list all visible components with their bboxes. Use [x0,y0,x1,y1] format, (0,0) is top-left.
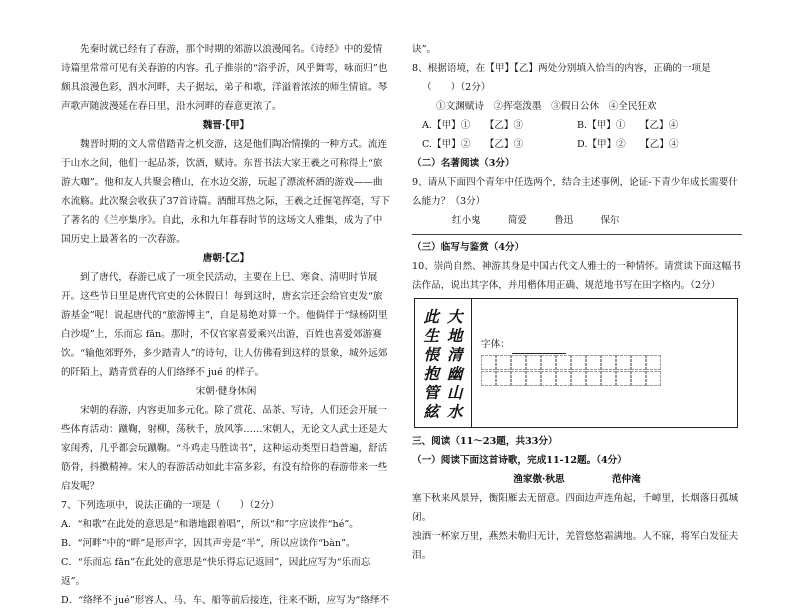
calligraphy-artwork [415,299,472,427]
name-item: 红小鬼 [452,215,481,226]
q8-option-a: A.【甲】① 【乙】③ [422,120,524,131]
question-7: 7、下列选项中，说法正确的一项是（ ）（2分） [61,500,280,511]
poem-author: 范仲淹 [611,474,641,485]
poem-title: 渔家傲·秋思 [513,474,565,485]
question-10: 10、崇尚自然、神游其身是中国古代文人雅士的一种情怀。请赏读下面这幅书法作品，说出其字体，并用楷体用正确、规范地书写在田字格内。（2分） [412,261,741,291]
part-3-heading: 三、阅读（11～23题，共33分） [412,436,558,447]
tianzige-grid-row1[interactable] [481,355,661,370]
q7-option-b: B．“河畔”中的“畔”是形声字，因其声旁是“半”，所以应读作“bàn”。 [61,538,356,549]
q7-option-d: D．“络绎不 jué”形容人、马、车、船等前后接连，往来不断，应写为“络绎不 [61,595,390,606]
section-heading-tang: 唐朝·【乙】 [202,253,250,264]
question-8: 8、根据语境，在【甲】【乙】两处分别填入恰当的内容，正确的一项是 [412,63,711,74]
right-column [412,40,742,565]
song-paragraph: 宋朝的春游，内容更加多元化。除了赏花、品茶、写诗，人们还会开展一些体育活动：蹴鞠，射柳，荡秋千，放风筝……宋朝人，无论文人武士还是大家闺秀，几乎都会玩蹴鞠。“斗鸡走马胜读书”，这种运动类型日趋普遍，舒活筋骨，抖擞精神。宋人的春游活动如此丰富多彩，有没有给你的春游带来一些启发呢？ [61,405,388,492]
section-2-heading: （二）名著阅读（3分） [412,158,515,169]
tang-paragraph: 到了唐代，春游已成了一项全民活动，主要在上巳、寒食、清明时节展开。这些节日里是唐代官吏的公休假日！每到这时，唐玄宗还会给官吏发“旅游基金”呢！说起唐代的“旅游博主”，自是易绝对算一个。他倘佯于“绿杨阴里白沙堤”上，乐而忘 fǎn。那时，不仅官家喜爱乘兴出游，百姓也喜爱郊游赛饮。“输他郊野外，多少踏青人”的诗句，让人仿佛看到这样的景象，城外远郊的阡陌上，踏青赏春的人们络绎不 jué 的样子。 [61,272,388,378]
q8-option-b: B.【甲】① 【乙】④ [577,120,679,131]
calligraphy-column-right: 大 地 清 幽 山 水 [447,307,463,421]
q8-options-row2 [412,135,742,154]
intro-paragraph: 先秦时就已经有了春游，那个时期的郊游以浪漫闻名。《诗经》中的爱情诗篇里常常可见有关春游的内容。孔子推崇的“浴乎沂，风乎舞雩，咏而归”也颇具浪漫色彩，泗水河畔，夫子据坛，弟子和歌，洋溢着浓浓的师生情谊。琴声歌声随波漫延在春日里，沿水河畔的春意更浓了。 [61,44,388,112]
tianzige-grid-row2[interactable] [481,371,661,386]
name-item: 简爱 [507,215,528,226]
q8-paren: （ ）（2分） [422,82,491,93]
q8-options-row1 [412,116,742,135]
q8-option-c: C.【甲】② 【乙】③ [422,139,524,150]
weijin-paragraph: 魏晋时期的文人常借踏青之机交游，这是他们陶冶情操的一种方式。流连于山水之间，他们一起品茶，饮酒，赋诗。东晋书法大家王羲之可称得上“旅游大咖”。他和友人共聚会稽山，在水边交游，玩起了漂流杯酒的游戏——曲水流觞。此次聚会收获了37首诗篇。酒酣耳热之际，王羲之迁握笔挥毫，写下了著名的《兰亭集序》。自此，永和九年暮春时节的这场文人雅集，成为了中国历史上最著名的一次春游。 [61,139,390,245]
q9-names [412,211,742,230]
answer-area [473,299,737,427]
left-column [61,40,391,610]
q8-option-d: D.【甲】② 【乙】④ [577,139,679,150]
answer-line [412,234,742,235]
part-3-subheading: （一）阅读下面这首诗歌，完成11-12题。（4分） [412,455,627,466]
q7-option-c: C．“乐而忘 fǎn”在此处的意思是“快乐得忘记返回”，因此应写为“乐而忘返”。 [61,557,371,587]
name-item: 鲁迅 [554,215,574,226]
q7-option-a: A．“和歌”在此处的意思是“和谐地跟着唱”，所以“和”字应读作“hé”。 [61,519,359,530]
q8-items: ①文渊赋诗 ②挥毫泼墨 ③假日公休 ④全民狂欢 [436,101,657,112]
section-heading-weijin: 魏晋·【甲】 [202,120,250,131]
calligraphy-column-left: 此 生 悵 抱 管 絃 [423,307,439,421]
calligraphy-box [414,298,738,428]
font-style-field[interactable]: 字体： [481,335,566,354]
section-heading-song: 宋朝·健身休闲 [195,386,257,397]
name-item: 保尔 [600,215,620,226]
section-3-heading: （三）临写与鉴赏（4分） [412,242,525,253]
poem-line-2: 浊酒一杯家万里，燕然未勒归无计，羌管悠悠霜满地。人不寐，将军白发征夫泪。 [412,531,739,561]
poem-title-line [412,470,742,489]
question-9: 9、请从下面四个青年中任选两个，结合主述事例，论证-下青少年成长需要什么能力？（3分） [412,177,738,207]
q7-option-d-continued: 诀”。 [412,44,437,55]
poem-line-1: 塞下秋来风景异，衡阳雁去无留意。四面边声连角起，千嶂里，长烟落日孤城闭。 [412,493,739,523]
